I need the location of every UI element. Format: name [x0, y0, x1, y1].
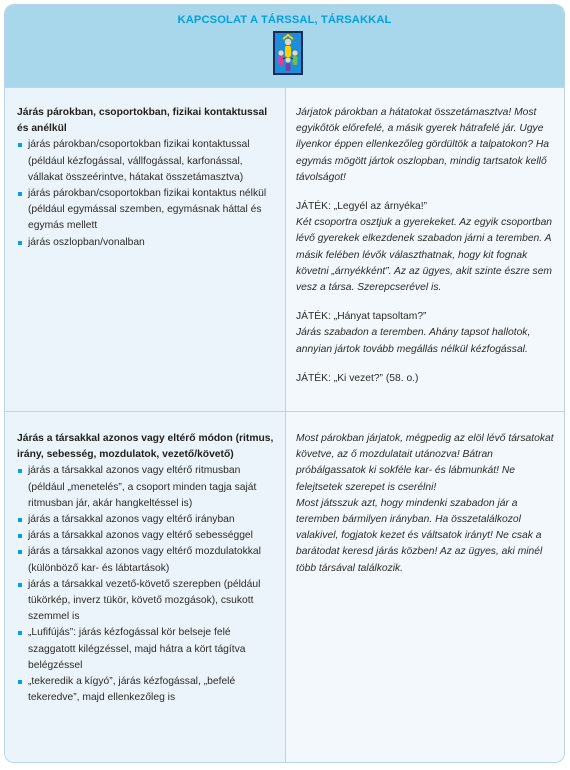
list-item: járás a társakkal azonos vagy eltérő sebességgel	[17, 528, 279, 544]
row1-heading: Járás párokban, csoportokban, fizikai kontaktussal és anélkül	[17, 107, 268, 135]
list-item: „tekeredik a kígyó”, járás kézfogással, „befelé tekeredve”, majd ellenkezőleg is	[17, 674, 279, 706]
row1-intro: Járjatok párokban a hátatokat összetámasztva! Most egyikőtök előrefelé, a másik gyerek hátrafelé jár. Ugye ilyenkor éppen ellenkezőleg gördültök a talpatokon? Ha egymás mögött jártok oszlopban, mindig tartsatok kellő távolságot!	[296, 107, 550, 183]
row2-left-cell	[17, 431, 279, 706]
row2-list	[17, 463, 279, 706]
row-divider-top	[5, 87, 564, 88]
children-group-icon	[273, 31, 303, 75]
list-item: járás a társakkal azonos vagy eltérő ritmusban (például „menetelés”, a csoport minden tagja saját ritmusban jár, akár hangkeltéssel is)	[17, 463, 279, 512]
list-item: járás a társakkal vezető-követő szerepben (például tükörkép, inverz tükör, követő mozgások), csukott szemmel is	[17, 577, 279, 626]
game1-text: Két csoportra osztjuk a gyerekeket. Az egyik csoportban lévő gyerekek elkezdenek szabadon járni a teremben. A másik felében lévők választhatnak, hogy kit fognak követni „árnyékként”. Az az ügyes, akit szinte észre sem vesz a társa. Szerepcserével is.	[296, 217, 553, 294]
game2-title: JÁTÉK: „Hányat tapsoltam?”	[296, 311, 427, 323]
row2-text1: Most párokban járjatok, mégpedig az elöl lévő társatokat követve, az ő mozdulatait utánozva! Bátran próbálgassatok ki sokféle kar- és lábmunkát! Ne felejtsetek szerepet is cserélni!	[296, 433, 554, 493]
row2-heading: Járás a társakkal azonos vagy eltérő módon (ritmus, irány, sebesség, mozdulatok, vezető/követő)	[17, 433, 274, 461]
list-item: járás oszlopban/vonalban	[17, 235, 279, 251]
row1-right-cell	[296, 105, 558, 387]
row-divider-middle	[5, 411, 564, 412]
row2-text2: Most játsszuk azt, hogy mindenki szabadon jár a teremben bármilyen irányban. Ha összetalálkozol valakivel, fogjatok kezet és váltsatok irányt! Ne csak a barátodat keresd járás közben! Az az ügyes, aki minél több társával találkozik.	[296, 497, 543, 574]
card-title: KAPCSOLAT A TÁRSSAL, TÁRSAKKAL	[177, 14, 392, 26]
row1-left-cell	[17, 105, 279, 251]
row1-list	[17, 137, 279, 250]
list-item: járás a társakkal azonos vagy eltérő irányban	[17, 512, 279, 528]
list-item: járás párokban/csoportokban fizikai kontaktus nélkül (például egymással szemben, egymásnak háttal és egymás mellett	[17, 186, 279, 235]
game3-title: JÁTÉK: „Ki vezet?” (58. o.)	[296, 372, 419, 384]
game1-title: JÁTÉK: „Legyél az árnyéka!”	[296, 201, 428, 213]
list-item: járás párokban/csoportokban fizikai kontaktussal (például kézfogással, vállfogással, karfonással, vállakat összeérintve, hátakat összetámasztva)	[17, 137, 279, 186]
card-header	[5, 5, 564, 87]
activity-card	[4, 4, 565, 763]
list-item: járás a társakkal azonos vagy eltérő mozdulatokkal (különböző kar- és lábtartások)	[17, 544, 279, 576]
row2-right-cell	[296, 431, 558, 577]
game2-text: Járás szabadon a teremben. Ahány tapsot hallotok, annyian jártok tovább megállás nélkül kézfogással.	[296, 327, 531, 355]
column-divider	[285, 87, 286, 762]
list-item: „Lufifújás”: járás kézfogással kör belseje felé szaggatott kilégzéssel, majd hátra a kört tágítva belégzéssel	[17, 625, 279, 674]
